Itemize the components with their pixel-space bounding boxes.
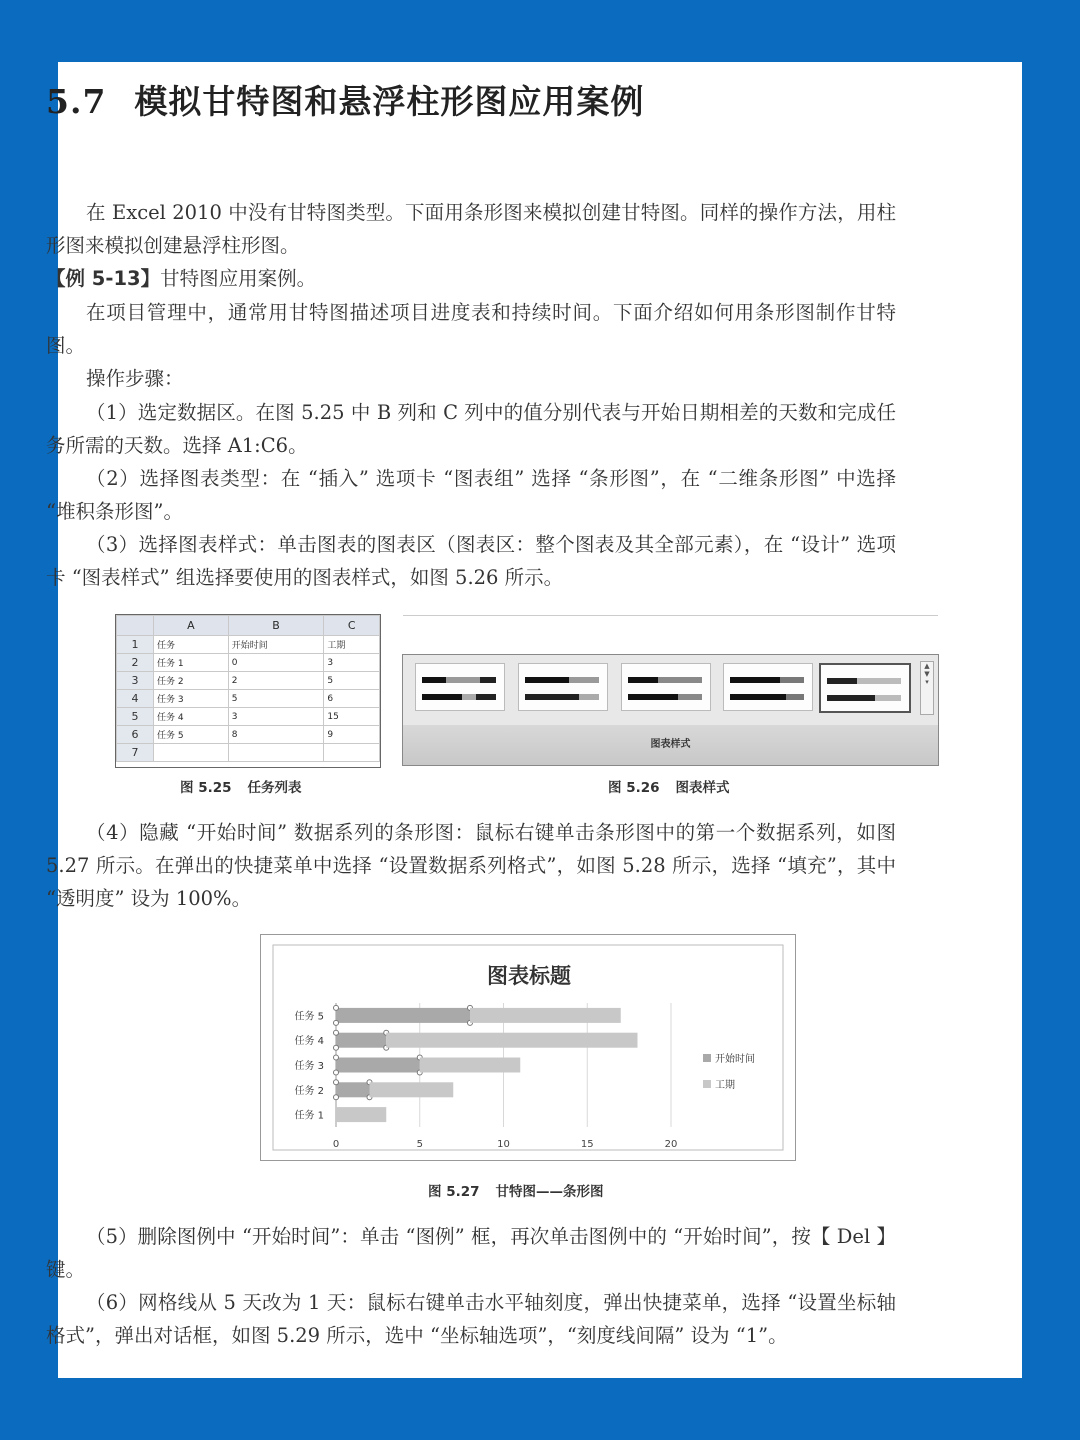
- chart-style-option[interactable]: [415, 663, 505, 711]
- column-header-b: B: [228, 616, 324, 636]
- cell: 8: [228, 726, 324, 744]
- table-row: [117, 672, 380, 690]
- cell: 任务: [154, 636, 229, 654]
- bar-start[interactable]: [336, 1082, 370, 1097]
- cell: 任务 4: [154, 708, 229, 726]
- cell: 任务 1: [154, 654, 229, 672]
- row-number: 2: [117, 654, 154, 672]
- row-number: 6: [117, 726, 154, 744]
- caption-text: 甘特图——条形图: [495, 1184, 604, 1200]
- selection-handle[interactable]: [334, 1030, 339, 1035]
- legend-swatch[interactable]: [703, 1054, 711, 1062]
- category-label: 任务 3: [294, 1061, 324, 1072]
- cell: 15: [324, 708, 380, 726]
- step-3: （3）选择图表样式：单击图表的图表区（图表区：整个图表及其全部元素），在 “设计” 选项卡 “图表样式” 组选择要使用的图表样式，如图 5.26 所示。: [46, 533, 896, 589]
- bar-layer: [334, 1005, 638, 1122]
- legend-entry[interactable]: 工期: [715, 1080, 735, 1091]
- cell: 5: [228, 690, 324, 708]
- example-text: 甘特图应用案例。: [160, 267, 317, 290]
- paragraph-gantt-description: 在项目管理中，通常用甘特图描述项目进度表和持续时间。下面介绍如何用条形图制作甘特图。: [46, 301, 896, 357]
- cell: [228, 744, 324, 762]
- task-list-spreadsheet: [115, 614, 381, 768]
- more-icon[interactable]: ▾: [925, 678, 929, 686]
- legend[interactable]: [703, 1052, 755, 1091]
- category-label: 任务 4: [294, 1036, 324, 1048]
- ribbon-edge: [403, 615, 938, 616]
- paragraph-intro: 在 Excel 2010 中没有甘特图类型。下面用条形图来模拟创建甘特图。同样的操作方法，用柱形图来模拟创建悬浮柱形图。: [46, 201, 896, 257]
- cell: 3: [228, 708, 324, 726]
- step-4: （4）隐藏 “开始时间” 数据系列的条形图：鼠标右键单击条形图中的第一个数据系列，如图 5.27 所示。在弹出的快捷菜单中选择 “设置数据系列格式”，如图 5.28 所示，选择 “填充”，其中 “透明度” 设为 100%。: [46, 821, 896, 910]
- selection-handle[interactable]: [334, 1055, 339, 1060]
- gantt-chart-svg: [261, 935, 795, 1160]
- sheet-corner: [117, 616, 154, 636]
- example-label: 【例 5-13】: [46, 267, 161, 290]
- cell: 任务 3: [154, 690, 229, 708]
- bar-duration[interactable]: [336, 1107, 386, 1122]
- cell: 6: [324, 690, 380, 708]
- bar-start[interactable]: [336, 1058, 420, 1073]
- chart-title: 图表标题: [487, 964, 571, 988]
- gallery-scrollbar[interactable]: [920, 661, 934, 715]
- chart-style-option[interactable]: [621, 663, 711, 711]
- chart-style-option-selected[interactable]: [819, 663, 911, 713]
- table-row: [117, 690, 380, 708]
- chart-styles-gallery: [402, 654, 939, 766]
- label-layer: [294, 1009, 677, 1150]
- selection-handle[interactable]: [334, 1005, 339, 1010]
- bar-duration[interactable]: [370, 1082, 454, 1097]
- caption-text: 图表样式: [675, 780, 730, 796]
- caption-text: 任务列表: [247, 780, 302, 796]
- selection-handle[interactable]: [334, 1095, 339, 1100]
- cell: 开始时间: [228, 636, 324, 654]
- bar-duration[interactable]: [386, 1033, 637, 1048]
- figure-caption-5-27: [428, 1180, 604, 1200]
- table-row: [117, 654, 380, 672]
- x-tick-label[interactable]: 20: [664, 1139, 678, 1150]
- cell: 5: [324, 672, 380, 690]
- row-number: 5: [117, 708, 154, 726]
- category-label: 任务 2: [294, 1085, 324, 1097]
- step-2: （2）选择图表类型：在 “插入” 选项卡 “图表组” 选择 “条形图”，在 “二维条形图” 中选择 “堆积条形图”。: [46, 467, 896, 523]
- steps-label: 操作步骤：: [86, 367, 184, 390]
- row-number: 4: [117, 690, 154, 708]
- bar-duration[interactable]: [420, 1058, 521, 1073]
- caption-number: 图 5.27: [428, 1184, 480, 1200]
- figure-caption-5-25: [180, 776, 302, 796]
- caption-number: 图 5.25: [180, 780, 232, 796]
- chart-style-option[interactable]: [723, 663, 813, 711]
- row-number: 7: [117, 744, 154, 762]
- row-number: 3: [117, 672, 154, 690]
- cell: 0: [228, 654, 324, 672]
- cell: [324, 744, 380, 762]
- chevron-down-icon[interactable]: ▼: [924, 670, 930, 678]
- column-header-a: A: [154, 616, 229, 636]
- selection-handle[interactable]: [334, 1020, 339, 1025]
- column-header-c: C: [324, 616, 380, 636]
- category-label: 任务 5: [294, 1011, 324, 1023]
- figure-caption-5-26: [608, 776, 730, 796]
- x-tick-label[interactable]: 5: [416, 1139, 423, 1150]
- cell: 任务 5: [154, 726, 229, 744]
- legend-entry[interactable]: 开始时间: [715, 1054, 755, 1065]
- cell: 工期: [324, 636, 380, 654]
- bar-start[interactable]: [336, 1008, 470, 1023]
- step-1: （1）选定数据区。在图 5.25 中 B 列和 C 列中的值分别代表与开始日期相差的天数和完成任务所需的天数。选择 A1:C6。: [46, 401, 896, 457]
- section-title: [46, 76, 644, 123]
- example-line: [46, 262, 896, 295]
- step-5: （5）删除图例中 “开始时间”：单击 “图例” 框，再次单击图例中的 “开始时间”，按【 Del 】键。: [46, 1225, 896, 1281]
- category-label: 任务 1: [294, 1110, 324, 1122]
- cell: 任务 2: [154, 672, 229, 690]
- x-tick-label[interactable]: 10: [497, 1139, 510, 1150]
- section-heading-text: 模拟甘特图和悬浮柱形图应用案例: [134, 82, 645, 121]
- row-number: 1: [117, 636, 154, 654]
- table-row: [117, 744, 380, 762]
- cell: 3: [324, 654, 380, 672]
- caption-number: 图 5.26: [608, 780, 660, 796]
- selection-handle[interactable]: [334, 1045, 339, 1050]
- step-6: （6）网格线从 5 天改为 1 天：鼠标右键单击水平轴刻度，弹出快捷菜单，选择 “设置坐标轴格式”，弹出对话框，如图 5.29 所示，选中 “坐标轴选项”，“刻度线间隔” 设为 “1”。: [46, 1291, 896, 1347]
- cell: 2: [228, 672, 324, 690]
- bar-start[interactable]: [336, 1033, 386, 1048]
- cell: [154, 744, 229, 762]
- table-row: [117, 726, 380, 744]
- chevron-up-icon[interactable]: ▲: [924, 662, 930, 670]
- legend-swatch[interactable]: [703, 1080, 711, 1088]
- section-number: 5.7: [46, 82, 107, 121]
- selection-handle[interactable]: [334, 1080, 339, 1085]
- selection-handle[interactable]: [334, 1070, 339, 1075]
- chart-style-option[interactable]: [518, 663, 608, 711]
- gantt-bar-chart: [260, 934, 796, 1161]
- x-tick-label[interactable]: 15: [580, 1139, 594, 1150]
- table-row: [117, 636, 380, 654]
- x-tick-label[interactable]: 0: [332, 1139, 340, 1150]
- cell: 9: [324, 726, 380, 744]
- bar-duration[interactable]: [470, 1008, 621, 1023]
- gallery-group-label: 图表样式: [403, 725, 938, 765]
- table-row: [117, 708, 380, 726]
